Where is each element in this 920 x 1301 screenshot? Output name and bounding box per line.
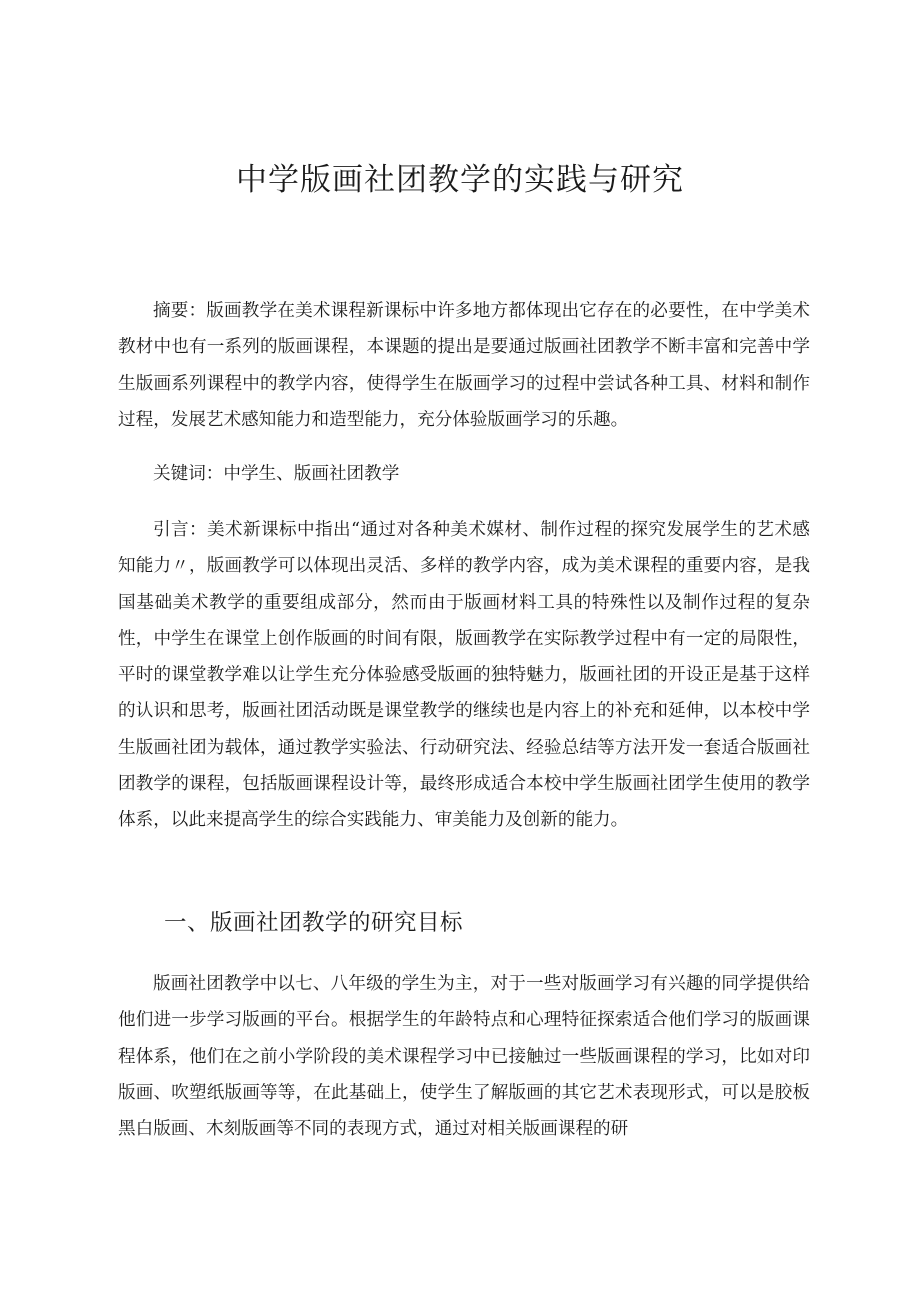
section-body-paragraph: 版画社团教学中以七、八年级的学生为主，对于一些对版画学习有兴趣的同学提供给他们进一步学习版画的平台。根据学生的年龄特点和心理特征探索适合他们学习的版画课程体系，他们在之前小学阶段的美术课程学习中已接触过一些版画课程的学习，比如对印版画、吹塑纸版画等等，在此基础上，使学生了解版画的其它艺术表现形式，可以是胶板黑白版画、木刻版画等不同的表现方式，通过对相关版画课程的研 bbox=[118, 974, 810, 1140]
section-heading: 一、版画社团教学的研究目标 bbox=[164, 910, 464, 936]
abstract-paragraph: 摘要：版画教学在美术课程新课标中许多地方都体现出它存在的必要性，在中学美术教材中也有一系列的版画课程，本课题的提出是要通过版画社团教学不断丰富和完善中学生版画系列课程中的教学内容，使得学生在版画学习的过程中尝试各种工具、材料和制作过程，发展艺术感知能力和造型能力，充分体验版画学习的乐趣。 bbox=[118, 301, 810, 430]
keywords-paragraph: 关键词：中学生、版画社团教学 bbox=[153, 464, 400, 484]
document-title: 中学版画社团教学的实践与研究 bbox=[236, 162, 684, 198]
introduction-paragraph: 引言：美术新课标中指出“通过对各种美术媒材、制作过程的探究发展学生的艺术感知能力〃，版画教学可以体现出灵活、多样的教学内容，成为美术课程的重要内容，是我国基础美术教学的重要组成部分，然而由于版画材料工具的特殊性以及制作过程的复杂性，中学生在课堂上创作版画的时间有限，版画教学在实际教学过程中有一定的局限性，平时的课堂教学难以让学生充分体验感受版画的独特魅力，版画社团的开设正是基于这样的认识和思考，版画社团活动既是课堂教学的继续也是内容上的补充和延伸，以本校中学生版画社团为载体，通过教学实验法、行动研究法、经验总结等方法开发一套适合版画社团教学的课程，包括版画课程设计等，最终形成适合本校中学生版画社团学生使用的教学体系，以此来提高学生的综合实践能力、审美能力及创新的能力。 bbox=[118, 520, 810, 831]
